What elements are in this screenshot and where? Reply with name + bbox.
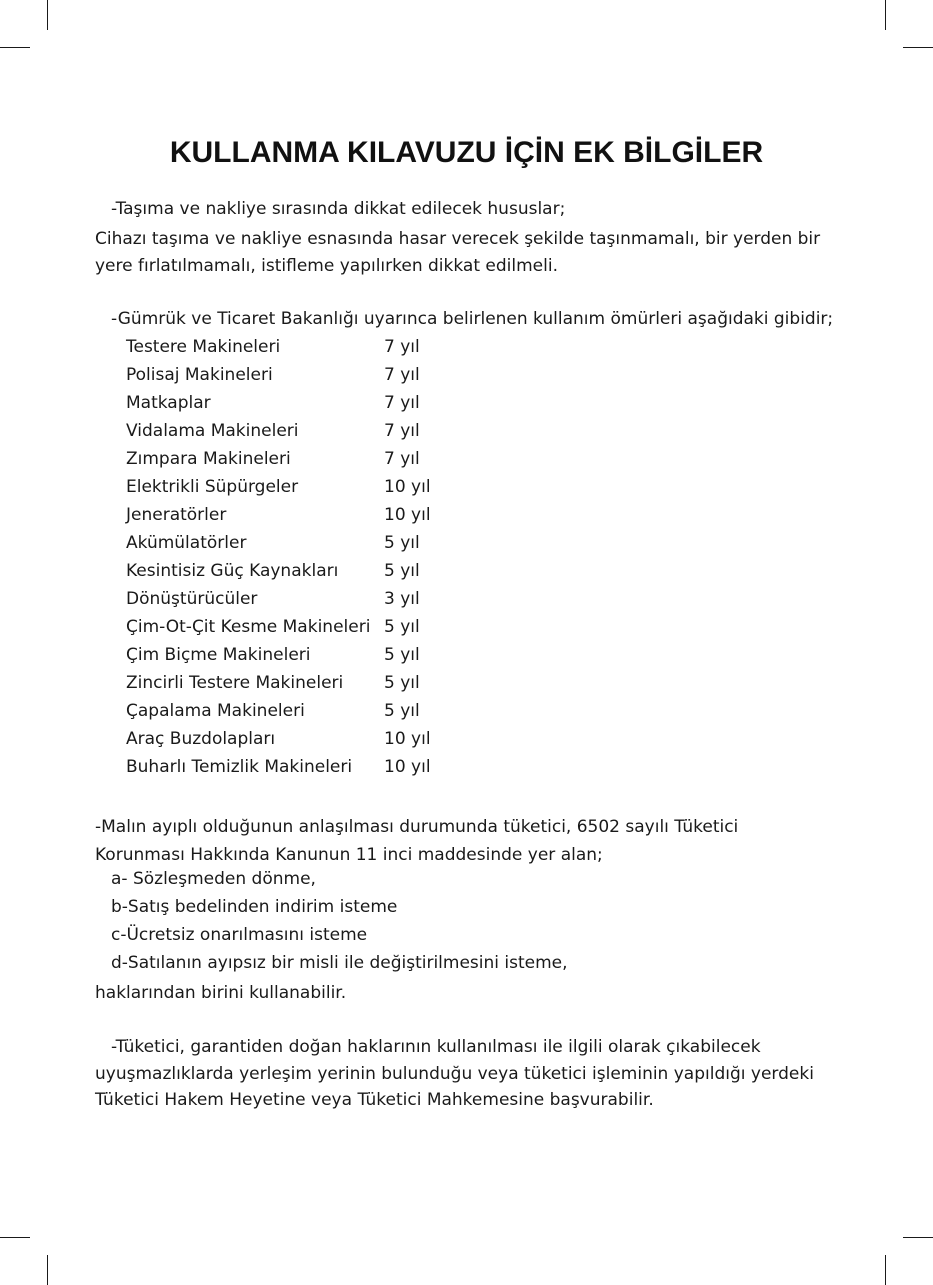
lifetime-years: 5 yıl <box>384 701 420 721</box>
lifetime-name: Zincirli Testere Makineleri <box>126 673 344 693</box>
lifetime-years: 10 yıl <box>384 757 431 777</box>
lifetime-years: 10 yıl <box>384 729 431 749</box>
defect-option-b: b-Satış bedelinden indirim isteme <box>111 897 398 917</box>
lifetime-years: 3 yıl <box>384 589 420 609</box>
defect-option-d: d-Satılanın ayıpsız bir misli ile değiştirilmesini isteme, <box>111 953 568 973</box>
lifetime-years: 7 yıl <box>384 449 420 469</box>
defect-closing: haklarından birini kullanabilir. <box>95 983 347 1003</box>
lifetime-name: Polisaj Makineleri <box>126 365 273 385</box>
crop-mark-top-left-vertical <box>47 0 48 30</box>
crop-mark-bottom-right-horizontal <box>903 1237 933 1238</box>
defect-intro-line-1: -Malın ayıplı olduğunun anlaşılması durumunda tüketici, 6502 sayılı Tüketici <box>95 817 739 837</box>
lifetime-name: Testere Makineleri <box>126 337 281 357</box>
page-title: KULLANMA KILAVUZU İÇİN EK BİLGİLER <box>169 136 764 169</box>
crop-mark-bottom-left-vertical <box>47 1255 48 1285</box>
transport-line-2: yere fırlatılmamalı, istifleme yapılırken dikkat edilmeli. <box>95 256 558 276</box>
defect-intro-line-2: Korunması Hakkında Kanunun 11 inci maddesinde yer alan; <box>95 845 603 865</box>
transport-line-1: Cihazı taşıma ve nakliye esnasında hasar verecek şekilde taşınmamalı, bir yerden bir <box>95 229 821 249</box>
lifetime-name: Matkaplar <box>126 393 211 413</box>
defect-option-c: c-Ücretsiz onarılmasını isteme <box>111 925 368 945</box>
lifetime-years: 10 yıl <box>384 477 431 497</box>
crop-mark-bottom-right-vertical <box>885 1255 886 1285</box>
lifetime-name: Jeneratörler <box>126 505 227 525</box>
lifetime-name: Elektrikli Süpürgeler <box>126 477 299 497</box>
lifetimes-heading: -Gümrük ve Ticaret Bakanlığı uyarınca belirlenen kullanım ömürleri aşağıdaki gibidir; <box>111 309 834 329</box>
crop-mark-bottom-left-horizontal <box>0 1237 30 1238</box>
lifetime-years: 5 yıl <box>384 617 420 637</box>
transport-heading: -Taşıma ve nakliye sırasında dikkat edilecek hususlar; <box>111 199 566 219</box>
lifetime-years: 7 yıl <box>384 421 420 441</box>
lifetime-name: Dönüştürücüler <box>126 589 258 609</box>
dispute-line-1: -Tüketici, garantiden doğan haklarının kullanılması ile ilgili olarak çıkabilecek <box>111 1037 761 1057</box>
lifetime-years: 7 yıl <box>384 365 420 385</box>
dispute-line-3: Tüketici Hakem Heyetine veya Tüketici Mahkemesine başvurabilir. <box>95 1090 654 1110</box>
lifetime-years: 5 yıl <box>384 645 420 665</box>
lifetime-name: Çapalama Makineleri <box>126 701 305 721</box>
lifetime-years: 5 yıl <box>384 561 420 581</box>
lifetime-years: 7 yıl <box>384 393 420 413</box>
lifetime-name: Zımpara Makineleri <box>126 449 291 469</box>
lifetime-years: 10 yıl <box>384 505 431 525</box>
lifetime-years: 7 yıl <box>384 337 420 357</box>
lifetime-years: 5 yıl <box>384 673 420 693</box>
lifetime-name: Araç Buzdolapları <box>126 729 276 749</box>
lifetime-years: 5 yıl <box>384 533 420 553</box>
lifetime-name: Akümülatörler <box>126 533 247 553</box>
lifetime-name: Çim-Ot-Çit Kesme Makineleri <box>126 617 371 637</box>
crop-mark-top-right-vertical <box>885 0 886 30</box>
lifetime-name: Çim Biçme Makineleri <box>126 645 311 665</box>
lifetime-name: Kesintisiz Güç Kaynakları <box>126 561 339 581</box>
crop-mark-top-left-horizontal <box>0 47 30 48</box>
defect-option-a: a- Sözleşmeden dönme, <box>111 869 316 889</box>
crop-mark-top-right-horizontal <box>903 47 933 48</box>
lifetime-name: Vidalama Makineleri <box>126 421 299 441</box>
dispute-line-2: uyuşmazlıklarda yerleşim yerinin bulunduğu veya tüketici işleminin yapıldığı yerdeki <box>95 1064 814 1084</box>
lifetime-name: Buharlı Temizlik Makineleri <box>126 757 353 777</box>
